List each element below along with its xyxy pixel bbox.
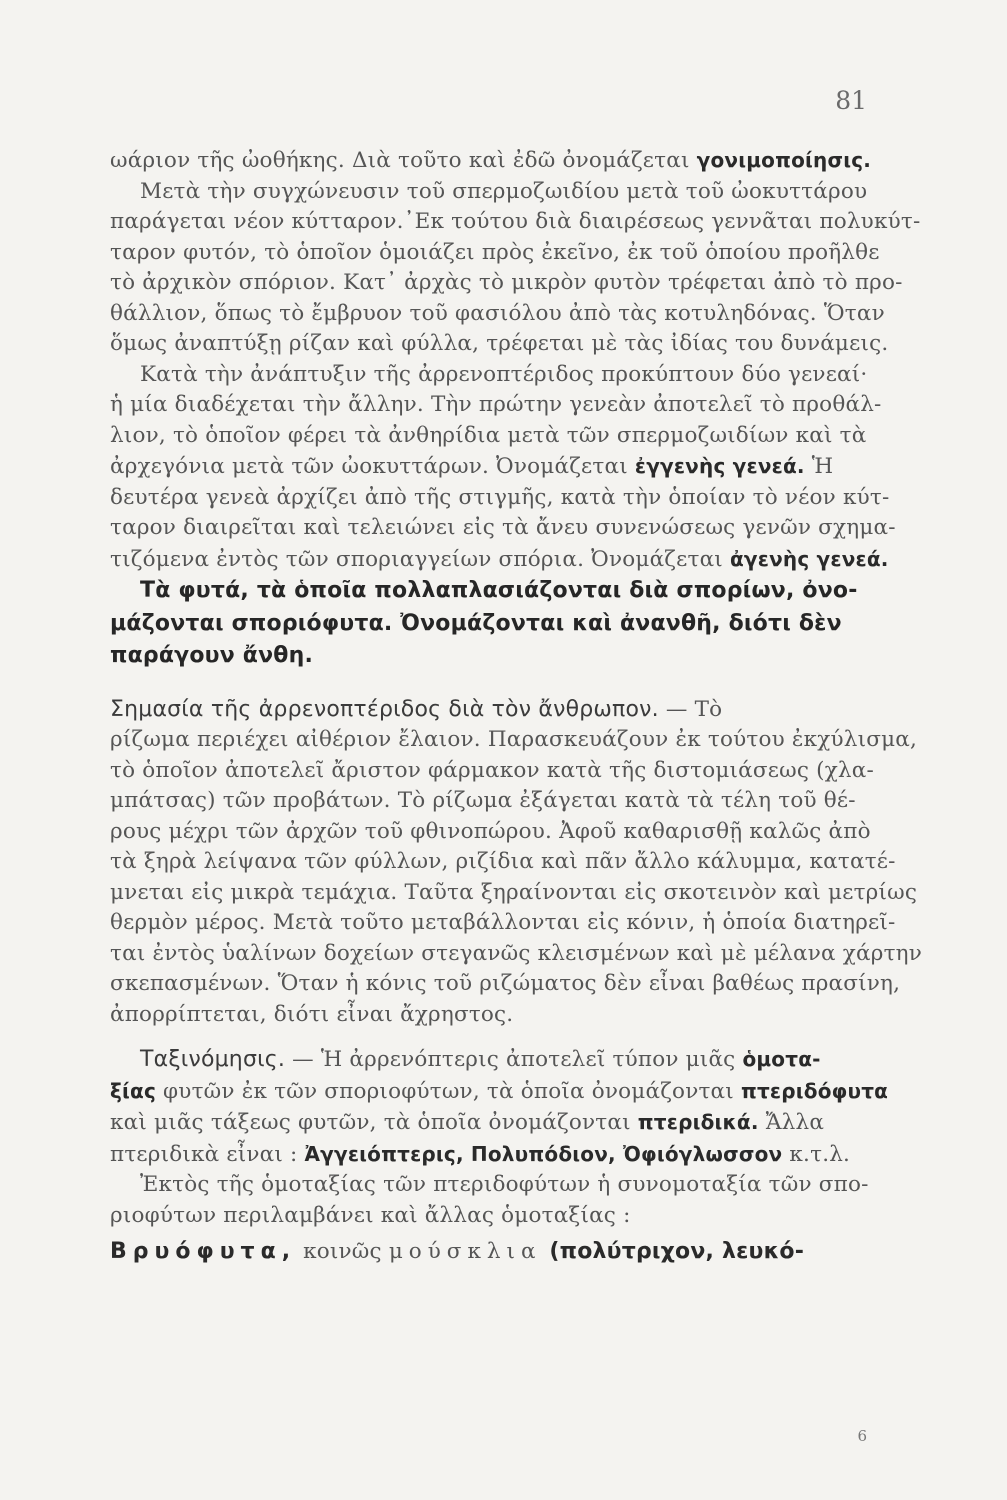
- term-omotaxia: ὁμοτα-: [742, 1047, 821, 1071]
- term-gonimopoiisis: γονιμοποίησις.: [696, 148, 872, 172]
- text-line: [110, 1237, 900, 1268]
- emphasis-line: Τὰ φυτά, τὰ ὁποῖα πολλαπλασιάζονται διὰ σπορίων, ὀνο-: [140, 578, 858, 603]
- text-line: [110, 1139, 900, 1171]
- term-pteridika: πτεριδικά.: [637, 1110, 759, 1134]
- term-examples: Ἀγγειόπτερις, Πολυπόδιον, Ὀφιόγλωσσον: [304, 1141, 783, 1166]
- section-heading-importance: Σημασία τῆς ἀρρενοπτέριδος διὰ τὸν ἄνθρωπον.: [110, 696, 659, 722]
- section-heading-line: [110, 695, 900, 726]
- text-line: τὰ ξηρὰ λείψανα τῶν φύλλων, ριζίδια καὶ πᾶν ἄλλο κάλυμμα, κατατέ-: [110, 849, 896, 874]
- term-engenis-genea: ἐγγενὴς γενεά.: [634, 454, 805, 478]
- emphasis-line: παράγουν ἄνθη.: [110, 643, 314, 668]
- text-line: ἀπορρίπτεται, διότι εἶναι ἄχρηστος.: [110, 1001, 514, 1027]
- text-line: [110, 145, 900, 177]
- text-line: Ἐκτὸς τῆς ὁμοταξίας τῶν πτεριδοφύτων ἡ συνομοταξία τῶν σπο-: [140, 1172, 869, 1197]
- text-run: φυτῶν ἐκ τῶν σποριοφύτων, τὰ ὁποῖα ὀνομάζονται: [156, 1078, 741, 1104]
- text-line: θερμὸν μέρος. Μετὰ τοῦτο μεταβάλλονται εἰς κόνιν, ἡ ὁποία διατηρεῖ-: [110, 910, 896, 935]
- text-run: Ἄλλα: [758, 1110, 825, 1135]
- text-line: ρους μέχρι τῶν ἀρχῶν τοῦ φθινοπώρου. Ἀφοῦ καθαρισθῇ καλῶς ἀπὸ: [110, 818, 871, 844]
- text-line: τὸ ὁποῖον ἀποτελεῖ ἄριστον φάρμακον κατὰ τῆς διστομιάσεως (χλα-: [110, 757, 874, 783]
- text-run: κ.τ.λ.: [782, 1141, 851, 1167]
- term-omotaxia-end: ξίας: [110, 1078, 157, 1103]
- page-number: 81: [835, 86, 867, 115]
- text-line: Κατὰ τὴν ἀνάπτυξιν τῆς ἀρρενοπτέριδος προκύπτουν δύο γενεαί·: [140, 361, 868, 387]
- spacer: [110, 673, 900, 695]
- spacer: [110, 1030, 900, 1044]
- term-polytrichon: (πολύτριχον, λευκό-: [541, 1239, 805, 1264]
- text-line: [110, 1107, 900, 1139]
- text-line: σκεπασμένων. Ὅταν ἡ κόνις τοῦ ριζώματος δὲν εἶναι βαθέως πρασίνη,: [110, 971, 901, 996]
- text-line: παράγεται νέον κύτταρον.᾿Εκ τούτου διὰ διαιρέσεως γεννᾶται πολυκύτ-: [110, 209, 921, 234]
- text-line: τὸ ἀρχικὸν σπόριον. Κατ᾿ ἀρχὰς τὸ μικρὸν φυτὸν τρέφεται ἀπὸ τὸ προ-: [110, 270, 903, 295]
- text-run: — Τὸ: [658, 696, 723, 722]
- text-line: μπάτσας) τῶν προβάτων. Τὸ ρίζωμα ἐξάγεται κατὰ τὰ τέλη τοῦ θέ-: [110, 788, 856, 813]
- section-heading-line: [110, 1044, 900, 1076]
- text-line: ται ἐντὸς ὑαλίνων δοχείων στεγανῶς κλεισμένων καὶ μὲ μέλανα χάρτην: [110, 940, 923, 966]
- text-line: ρίζωμα περιέχει αἰθέριον ἔλαιον. Παρασκευάζουν ἐκ τούτου ἐκχύλισμα,: [110, 727, 918, 752]
- text-line: θάλλιον, ὅπως τὸ ἔμβρυον τοῦ φασιόλου ἀπὸ τὰς κοτυληδόνας. Ὅταν: [110, 300, 885, 326]
- term-vryofyta: Βρυόφυτα,: [110, 1239, 297, 1264]
- text-line: ριοφύτων περιλαμβάνει καὶ ἄλλας ὁμοταξίας :: [110, 1202, 631, 1228]
- text-line: [110, 1076, 900, 1108]
- text-run: ωάριον τῆς ὠοθήκης. Διὰ τοῦτο καὶ ἐδῶ ὀνομάζεται: [110, 148, 697, 173]
- text-run: τιζόμενα ἐντὸς τῶν σποριαγγείων σπόρια. Ὀνομάζεται: [110, 546, 730, 572]
- term-mouskliа: μούσκλια: [388, 1239, 542, 1264]
- text-run: πτεριδικὰ εἶναι :: [110, 1141, 305, 1167]
- body-text: [110, 145, 923, 1268]
- signature-mark: 6: [857, 1427, 867, 1445]
- text-line: μνεται εἰς μικρὰ τεμάχια. Ταῦτα ξηραίνονται εἰς σκοτεινὸν καὶ μετρίως: [110, 879, 918, 905]
- section-heading-taxonomy: Ταξινόμησις.: [140, 1047, 286, 1072]
- text-line: ταρον φυτόν, τὸ ὁποῖον ὁμοιάζει πρὸς ἐκεῖνο, ἐκ τοῦ ὁποίου προῆλθε: [110, 239, 880, 265]
- text-line: ὅμως ἀναπτύξῃ ρίζαν καὶ φύλλα, τρέφεται μὲ τὰς ἰδίας του δυνάμεις.: [110, 331, 889, 356]
- text-run: καὶ μιᾶς τάξεως φυτῶν, τὰ ὁποῖα ὀνομάζονται: [110, 1110, 638, 1135]
- text-line: [110, 544, 900, 576]
- text-line: [110, 451, 900, 483]
- text-line: ταρον διαιρεῖται καὶ τελειώνει εἰς τὰ ἄνευ συνενώσεως γενῶν σχημα-: [110, 515, 896, 540]
- text-run: Ἡ: [804, 454, 834, 479]
- term-agenis-genea: ἀγενὴς γενεά.: [729, 546, 889, 571]
- emphasis-line: μάζονται σποριόφυτα. Ὀνομάζονται καὶ ἀνανθῆ, διότι δὲν: [110, 610, 842, 636]
- text-line: Μετὰ τὴν συγχώνευσιν τοῦ σπερμοζωιδίου μετὰ τοῦ ὠοκυττάρου: [140, 178, 868, 204]
- text-run: — Ἡ ἀρρενόπτερις ἀποτελεῖ τύπον μιᾶς: [285, 1047, 743, 1072]
- text-line: λιον, τὸ ὁποῖον φέρει τὰ ἀνθηρίδια μετὰ τῶν σπερμοζωιδίων καὶ τὰ: [110, 422, 867, 448]
- text-line: δευτέρα γενεὰ ἀρχίζει ἀπὸ τῆς στιγμῆς, κατὰ τὴν ὁποίαν τὸ νέον κύτ-: [110, 484, 890, 510]
- term-pteridofyta: πτεριδόφυτα: [740, 1078, 889, 1103]
- text-run: κοινῶς: [296, 1239, 389, 1264]
- text-run: ἀρχεγόνια μετὰ τῶν ὠοκυττάρων. Ὀνομάζεται: [110, 454, 635, 479]
- text-line: ἡ μία διαδέχεται τὴν ἄλλην. Τὴν πρώτην γενεὰν ἀποτελεῖ τὸ προθάλ-: [110, 392, 882, 417]
